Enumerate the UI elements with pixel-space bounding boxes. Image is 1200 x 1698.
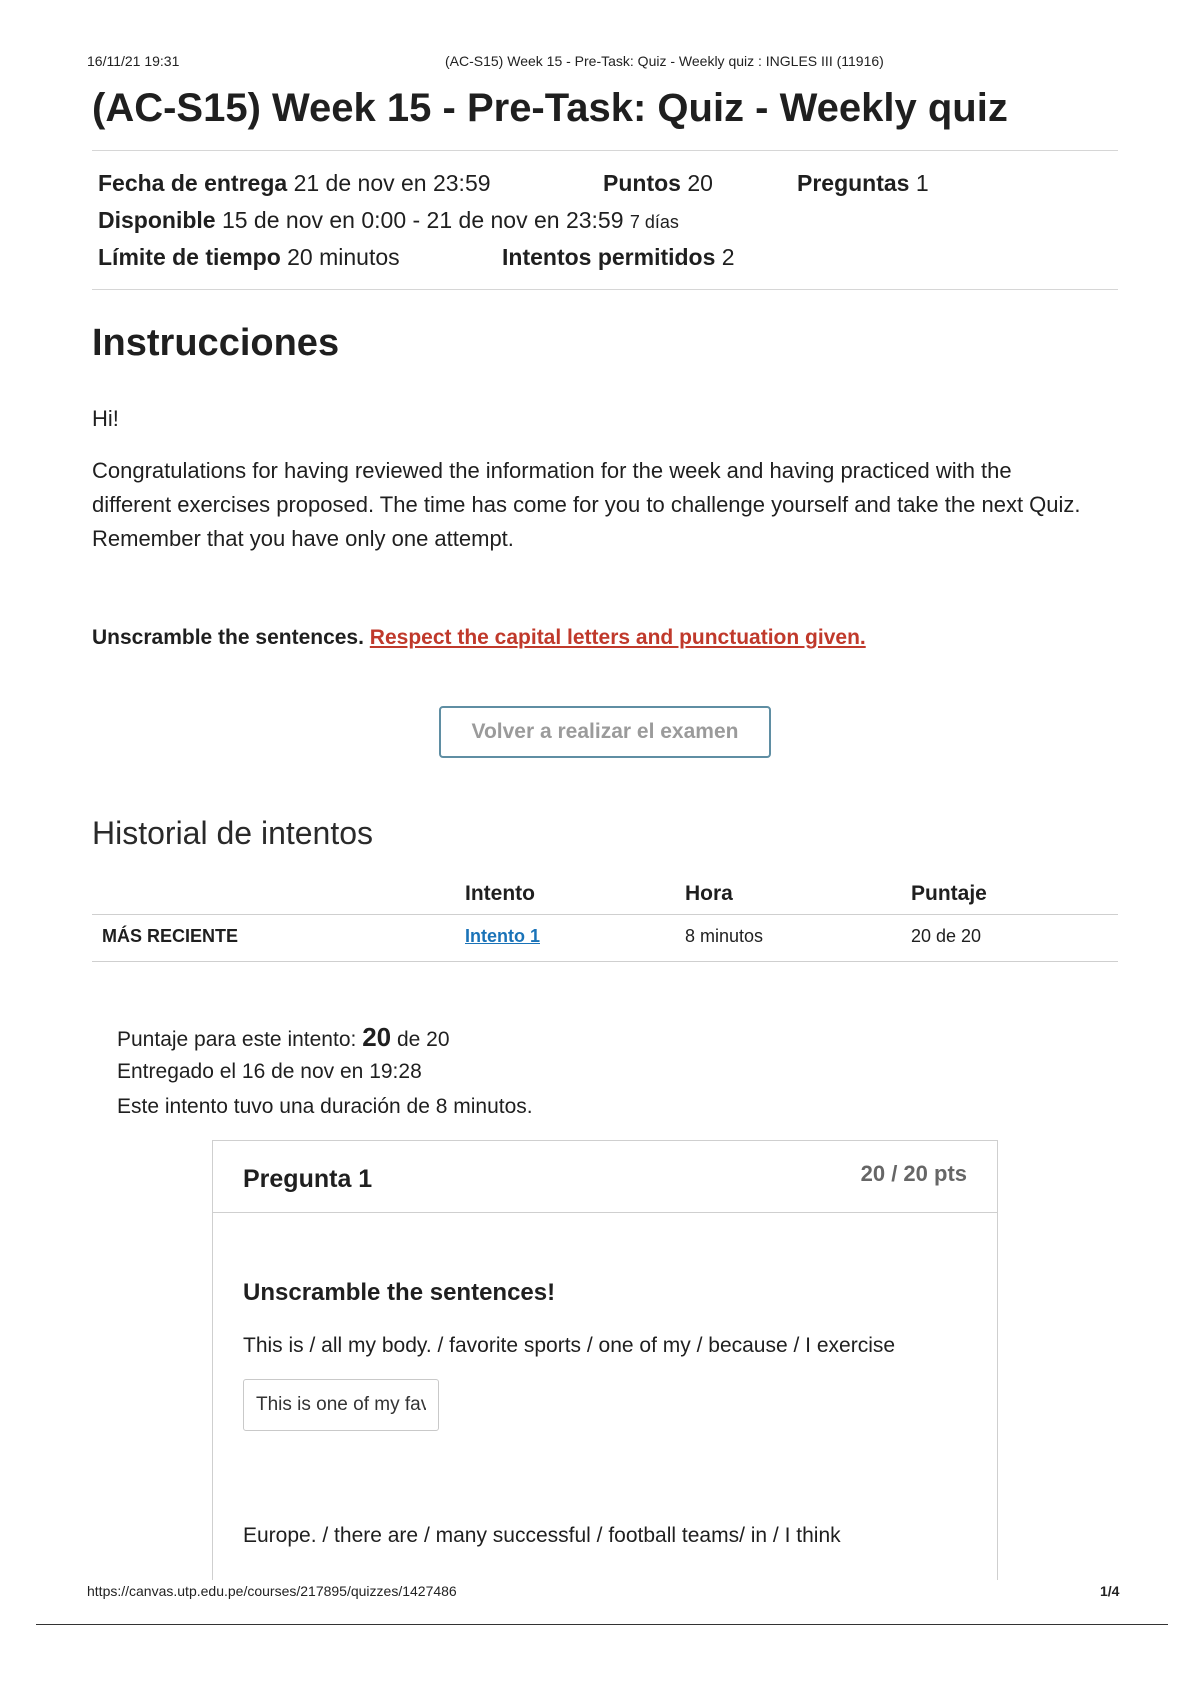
score-prefix: Puntaje para este intento:: [117, 1028, 357, 1051]
col-time: Hora: [685, 882, 733, 905]
questions-label: Preguntas: [797, 170, 910, 196]
scrambled-sentence-2: Europe. / there are / many successful / football teams/ in / I think: [243, 1524, 841, 1547]
history-header-divider: [92, 914, 1118, 915]
page-title: (AC-S15) Week 15 - Pre-Task: Quiz - Weekly quiz: [92, 86, 1008, 130]
available-days: 7 días: [629, 212, 679, 232]
attempt-link[interactable]: Intento 1: [465, 926, 540, 946]
page-bottom-divider: [36, 1624, 1168, 1625]
greeting: Hi!: [92, 406, 119, 431]
question-points: 20 / 20 pts: [860, 1161, 967, 1186]
task-instruction: [92, 626, 866, 650]
page-number: 1/4: [1100, 1583, 1120, 1599]
print-date: 16/11/21 19:31: [87, 53, 180, 69]
title-divider: [92, 150, 1118, 151]
instructions-body: Congratulations for having reviewed the information for the week and having practiced with the different exercises proposed. The time has come for you to challenge yourself and take the next Quiz. Remember that you have only one attempt.: [92, 458, 1081, 551]
points-label: Puntos: [603, 170, 681, 196]
available-label: Disponible: [98, 207, 216, 233]
attempt-duration: Este intento tuvo una duración de 8 minutos.: [117, 1095, 533, 1118]
questions: [797, 170, 929, 197]
due-label: Fecha de entrega: [98, 170, 288, 196]
points: [603, 170, 713, 197]
meta-divider: [92, 289, 1118, 290]
question-card: [212, 1140, 998, 1580]
task-warning: Respect the capital letters and punctuation given.: [369, 626, 866, 649]
task-text: Unscramble the sentences.: [92, 626, 364, 649]
row-time: 8 minutos: [685, 926, 764, 946]
col-score: Puntaje: [911, 882, 987, 905]
score-value: 20: [362, 1022, 392, 1052]
attempts-allowed: [502, 244, 735, 271]
points-value: 20: [687, 170, 713, 196]
submitted-date: Entregado el 16 de nov en 19:28: [117, 1060, 422, 1083]
col-attempt: Intento: [465, 882, 535, 905]
footer-url: https://canvas.utp.edu.pe/courses/217895/quizzes/1427486: [87, 1583, 457, 1599]
time-limit-label: Límite de tiempo: [98, 244, 281, 270]
retake-quiz-button[interactable]: Volver a realizar el examen: [439, 706, 771, 758]
row-score: 20 de 20: [911, 926, 982, 946]
availability: [98, 207, 679, 234]
attempts-value: 2: [721, 244, 735, 270]
score-suffix: de 20: [396, 1028, 450, 1051]
available-value: 15 de nov en 0:00 - 21 de nov en 23:59: [221, 207, 624, 233]
instructions-heading: Instrucciones: [92, 322, 340, 364]
due-date: [98, 170, 491, 197]
history-row-divider: [92, 961, 1118, 962]
history-heading: Historial de intentos: [92, 815, 374, 851]
questions-value: 1: [915, 170, 929, 196]
scrambled-sentence-1: This is / all my body. / favorite sports / one of my / because / I exercise: [243, 1334, 896, 1357]
attempt-score: [117, 1022, 450, 1053]
print-title: (AC-S15) Week 15 - Pre-Task: Quiz - Weekly quiz : INGLES III (11916): [445, 53, 884, 69]
attempts-label: Intentos permitidos: [502, 244, 716, 270]
row-label: MÁS RECIENTE: [102, 926, 239, 946]
due-value: 21 de nov en 23:59: [293, 170, 491, 196]
question-subtitle: Unscramble the sentences!: [243, 1279, 556, 1306]
question-header: [213, 1141, 997, 1213]
time-limit: [98, 244, 400, 271]
time-limit-value: 20 minutos: [287, 244, 400, 270]
question-title: Pregunta 1: [243, 1165, 373, 1193]
answer-field-1[interactable]: [243, 1379, 439, 1431]
